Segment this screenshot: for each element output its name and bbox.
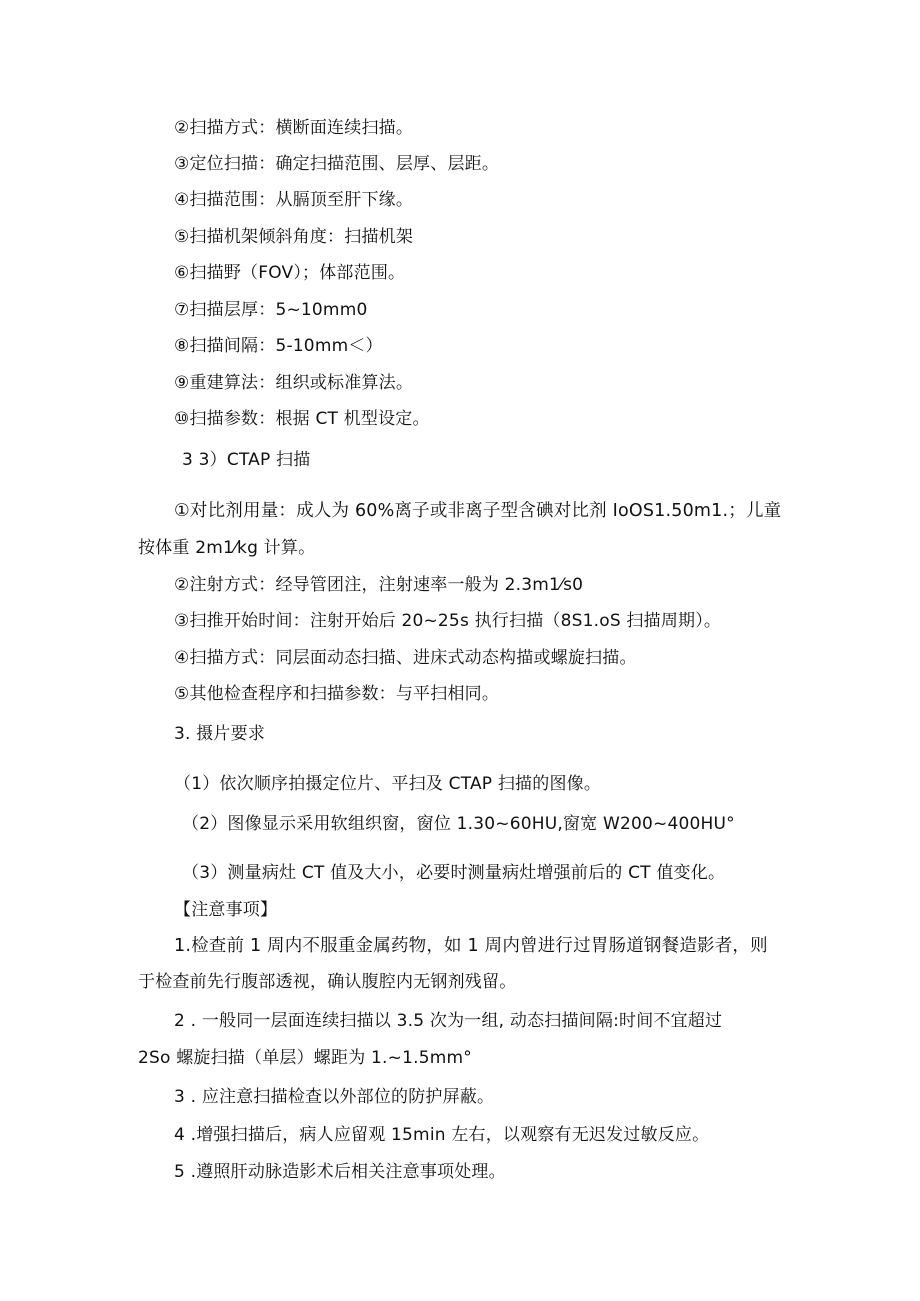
text-line: ④扫描方式：同层面动态扫描、进床式动态构描或螺旋扫描。 bbox=[174, 648, 637, 668]
text-line: （3）测量病灶 CT 值及大小，必要时测量病灶增强前后的 CT 值变化。 bbox=[182, 863, 726, 883]
text-line: ①对比剂用量：成人为 60%离子或非离子型含碘对比剂 IoOS1.50m1.；儿童 bbox=[174, 501, 782, 521]
section-heading: 3. 摄片要求 bbox=[174, 724, 266, 744]
text-line: ⑧扫描间隔：5-10mm＜） bbox=[174, 336, 383, 356]
text-line: ②扫描方式：横断面连续扫描。 bbox=[174, 118, 414, 138]
text-line: ②注射方式：经导管团注，注射速率一般为 2.3m1⁄s0 bbox=[174, 575, 584, 595]
text-line: 2 . 一般同一层面连续扫描以 3.5 次为一组, 动态扫描间隔:时间不宜超过 bbox=[174, 1011, 723, 1031]
text-line: ⑤扫描机架倾斜角度：扫描机架 bbox=[174, 227, 414, 247]
section-heading: 【注意事项】 bbox=[174, 900, 278, 920]
text-line: ⑤其他检查程序和扫描参数：与平扫相同。 bbox=[174, 684, 500, 704]
text-line: ⑩扫描参数：根据 CT 机型设定。 bbox=[174, 409, 430, 429]
text-line: ③定位扫描：确定扫描范围、层厚、层距。 bbox=[174, 154, 500, 174]
text-line: 4 .增强扫描后，病人应留观 15min 左右，以观察有无迟发过敏反应。 bbox=[174, 1125, 710, 1145]
text-line: ③扫推开始时间：注射开始后 20~25s 执行扫描（8S1.oS 扫描周期）。 bbox=[174, 611, 722, 631]
text-line: （1）依次顺序拍摄定位片、平扫及 CTAP 扫描的图像。 bbox=[174, 774, 602, 794]
text-line: 按体重 2m1⁄kg 计算。 bbox=[138, 538, 316, 558]
text-line: 3 . 应注意扫描检查以外部位的防护屏蔽。 bbox=[174, 1087, 495, 1107]
section-heading: 3 3）CTAP 扫描 bbox=[182, 450, 311, 470]
text-line: （2）图像显示采用软组织窗，窗位 1.30~60HU,窗宽 W200~400HU° bbox=[182, 814, 735, 834]
text-line: 于检查前先行腹部透视，确认腹腔内无钢剂残留。 bbox=[138, 972, 517, 992]
text-line: 5 .遵照肝动脉造影术后相关注意事项处理。 bbox=[174, 1162, 506, 1182]
text-line: ⑥扫描野（FOV）；体部范围。 bbox=[174, 263, 406, 283]
text-line: ⑦扫描层厚：5~10mm0 bbox=[174, 300, 368, 320]
text-line: ④扫描范围：从膈顶至肝下缘。 bbox=[174, 190, 414, 210]
text-line: 2So 螺旋扫描（单层）螺距为 1.~1.5mm° bbox=[138, 1048, 472, 1068]
text-line: ⑨重建算法：组织或标准算法。 bbox=[174, 373, 414, 393]
text-line: 1.检查前 1 周内不服重金属药物，如 1 周内曾进行过胃肠道钢餐造影者，则 bbox=[174, 936, 768, 956]
